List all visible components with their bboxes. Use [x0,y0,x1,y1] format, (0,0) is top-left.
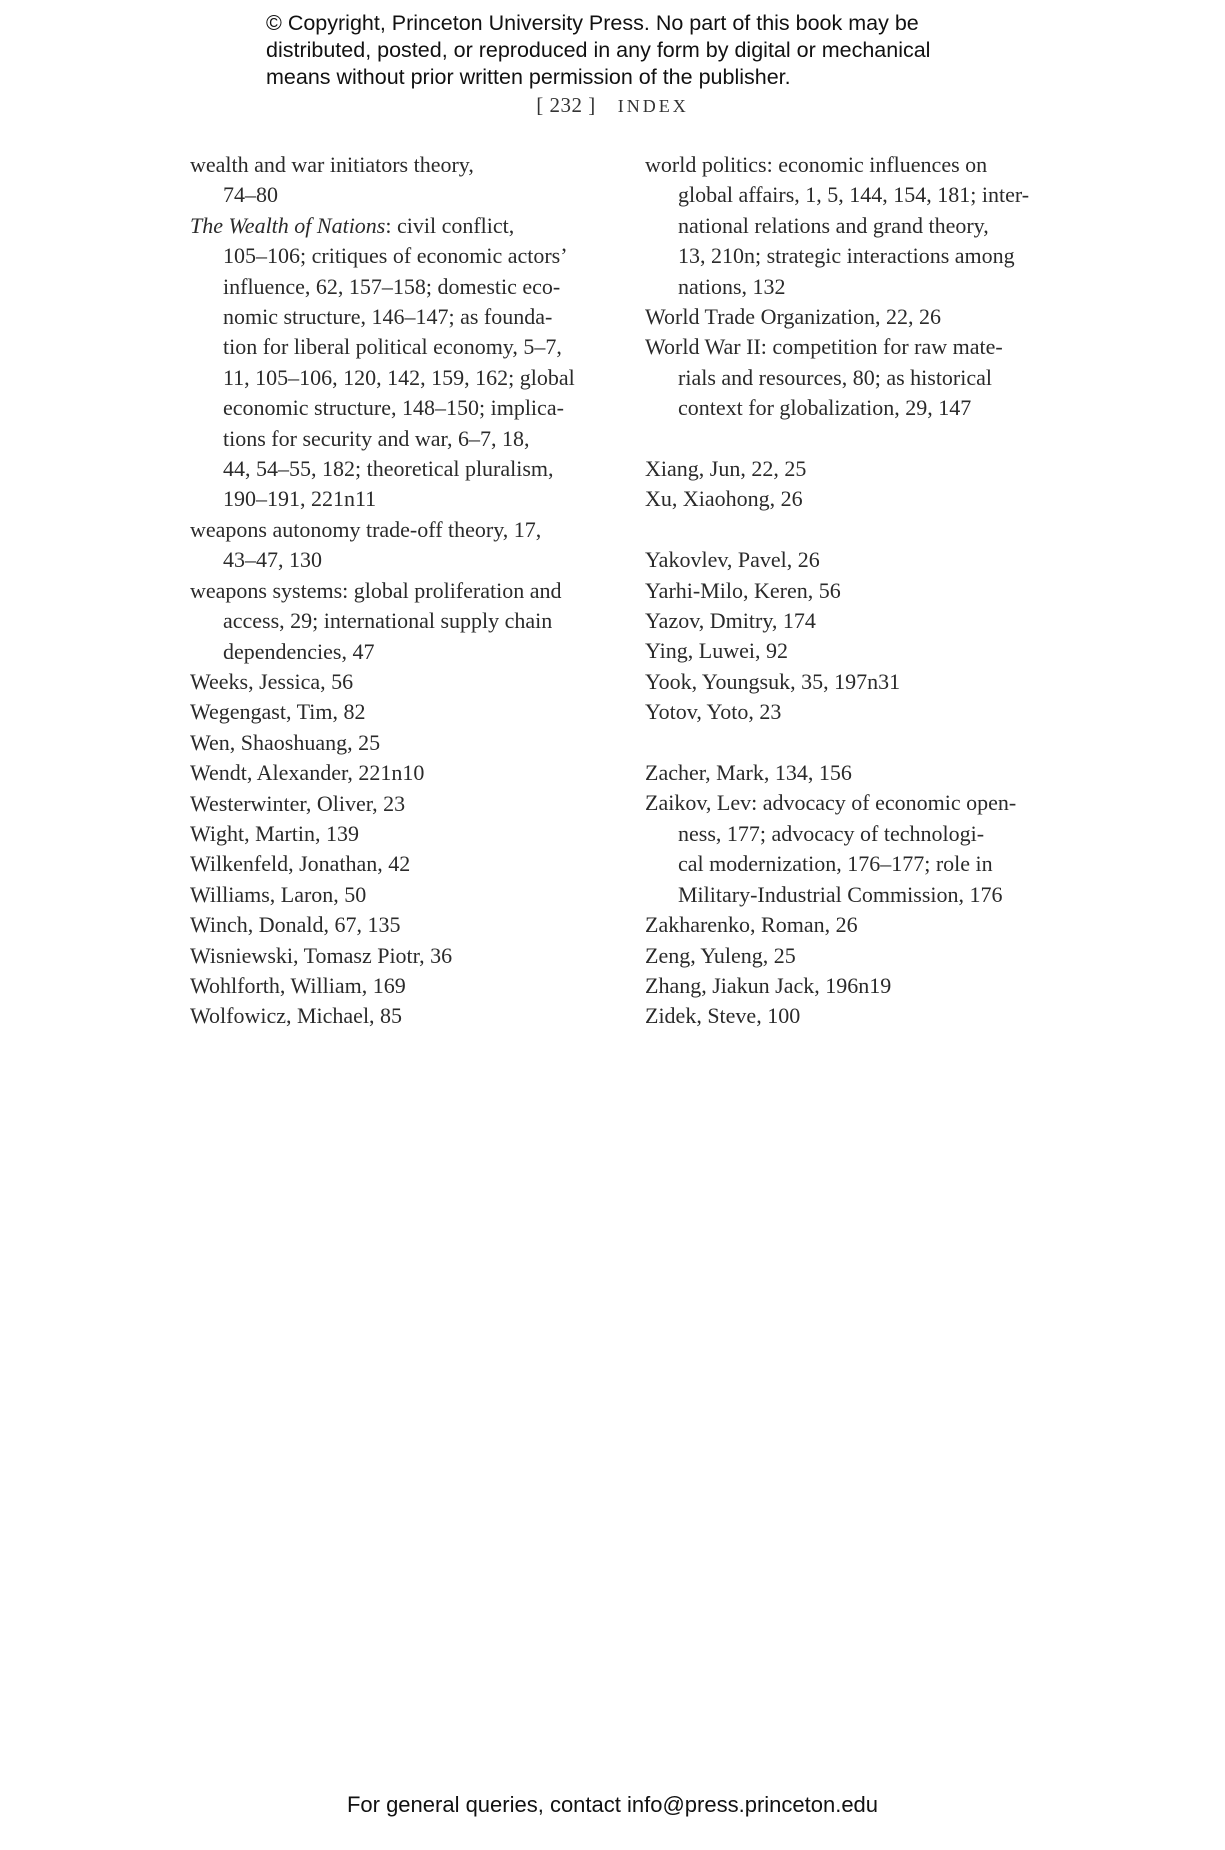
index-entry-line: national relations and grand theory, [678,212,989,238]
letter-group-gap [645,515,1065,545]
index-entry [190,728,610,758]
index-entry [190,941,610,971]
index-entry-line: Xu, Xiaohong, 26 [645,486,803,512]
index-entry-line: rials and resources, 80; as historical [678,364,993,390]
copyright-notice [266,10,1026,91]
index-entry [190,697,610,727]
index-entry [645,697,1065,727]
index-entry-line: Zidek, Steve, 100 [645,1003,801,1029]
index-entry [190,576,610,667]
index-entry-line: weapons autonomy trade-off theory, 17, [190,516,542,542]
copyright-line: means without prior written permission of the publisher. [266,65,791,89]
index-entry-line: Weeks, Jessica, 56 [190,668,354,694]
index-entry-line: Wolfowicz, Michael, 85 [190,1003,403,1029]
index-entry [645,758,1065,788]
index-entry [645,1001,1065,1031]
index-entry-line: Zacher, Mark, 134, 156 [645,760,852,786]
index-entry [645,150,1065,302]
index-entry-line: cal modernization, 176–177; role in [678,851,993,877]
index-entry [190,150,610,211]
index-entry-line: Yakovlev, Pavel, 26 [645,547,820,573]
index-entry [190,910,610,940]
index-entry-line: ness, 177; advocacy of technologi- [678,820,985,846]
copyright-line: distributed, posted, or reproduced in any form by digital or mechanical [266,38,931,62]
copyright-line: © Copyright, Princeton University Press. No part of this book may be [266,11,919,35]
index-entry-line: Xiang, Jun, 22, 25 [645,456,807,482]
index-entry [645,545,1065,575]
index-entry [645,667,1065,697]
index-entry-line: nomic structure, 146–147; as founda- [223,304,553,330]
index-entry [645,636,1065,666]
index-entry-italic-title: The Wealth of Nations [190,212,386,238]
index-entry-line: Zhang, Jiakun Jack, 196n19 [645,972,892,998]
index-entry-line: global affairs, 1, 5, 144, 154, 181; inter- [678,182,1030,208]
index-entry-line: weapons systems: global proliferation and [190,577,562,603]
index-entry [645,788,1065,910]
index-entry-line: Zakharenko, Roman, 26 [645,912,858,938]
index-entry-line: tions for security and war, 6–7, 18, [223,425,530,451]
index-entry-line: Wilkenfeld, Jonathan, 42 [190,851,411,877]
index-entry-line: Wendt, Alexander, 221n10 [190,760,425,786]
index-entry-line: world politics: economic influences on [645,152,988,177]
index-entry-text: : civil conflict, [385,212,515,238]
index-entry [645,332,1065,423]
running-head [0,93,1225,118]
letter-group-gap [645,728,1065,758]
index-column-left [190,150,610,1032]
index-entry-line: 74–80 [223,182,278,208]
index-entry-line: Yook, Youngsuk, 35, 197n31 [645,668,901,694]
index-entry-line: dependencies, 47 [223,638,375,664]
index-entry [645,454,1065,484]
index-entry-line: Winch, Donald, 67, 135 [190,912,401,938]
index-entry-line: Yotov, Yoto, 23 [645,699,782,725]
index-entry [190,789,610,819]
index-entry [190,758,610,788]
index-entry-line: 190–191, 221n11 [223,486,377,512]
index-entry [645,971,1065,1001]
index-entry [190,515,610,576]
index-entry-line: tion for liberal political economy, 5–7, [223,334,562,360]
index-entry-line: Wen, Shaoshuang, 25 [190,729,381,755]
index-entry-line: Zeng, Yuleng, 25 [645,942,796,968]
index-entry-line: Yarhi-Milo, Keren, 56 [645,577,841,603]
index-entry [190,819,610,849]
index-entry-line: Wisniewski, Tomasz Piotr, 36 [190,942,453,968]
index-column-right [645,150,1065,1032]
index-entry [190,1001,610,1031]
footer-contact: For general queries, contact info@press.princeton.edu [346,1792,879,1817]
index-entry-line: access, 29; international supply chain [223,608,553,634]
index-entry [645,606,1065,636]
letter-group-gap [645,424,1065,454]
index-entry-line: World Trade Organization, 22, 26 [645,304,942,330]
index-entry-line: influence, 62, 157–158; domestic eco- [223,273,561,299]
index-entry-line: nations, 132 [678,273,786,299]
index-entry [645,484,1065,514]
index-entry-line: Ying, Luwei, 92 [645,638,788,664]
index-entry-line: 13, 210n; strategic interactions among [678,243,1015,269]
index-entry-line: Wohlforth, William, 169 [190,972,406,998]
index-entry-line: Wegengast, Tim, 82 [190,699,366,725]
index-entry-line: Military-Industrial Commission, 176 [678,881,1003,907]
index-entry-line: 105–106; critiques of economic actors’ [223,243,568,269]
index-entry-line: World War II: competition for raw mate- [645,334,1003,360]
index-entry-line: Yazov, Dmitry, 174 [645,608,816,634]
index-entry-line: 44, 54–55, 182; theoretical pluralism, [223,456,554,482]
index-entry [190,667,610,697]
index-entry [190,211,610,515]
index-entry [645,302,1065,332]
index-entry-line: Zaikov, Lev: advocacy of economic open- [645,790,1017,816]
index-entry [645,941,1065,971]
page-number: [ 232 ] [536,93,596,117]
index-entry [190,880,610,910]
index-entry-line: 43–47, 130 [223,547,322,573]
index-entry-line [190,211,610,241]
section-title: INDEX [617,96,689,116]
index-entry [190,849,610,879]
index-entry-line: context for globalization, 29, 147 [678,395,972,421]
index-entry-line: Wight, Martin, 139 [190,820,359,846]
index-entry [645,576,1065,606]
index-entry-line: Westerwinter, Oliver, 23 [190,790,406,816]
index-entry-line: Williams, Laron, 50 [190,881,367,907]
index-entry [645,910,1065,940]
index-entry-line: economic structure, 148–150; implica- [223,395,564,421]
index-entry-line: 11, 105–106, 120, 142, 159, 162; global [223,364,575,390]
index-entry-line: wealth and war initiators theory, [190,152,474,177]
index-entry [190,971,610,1001]
